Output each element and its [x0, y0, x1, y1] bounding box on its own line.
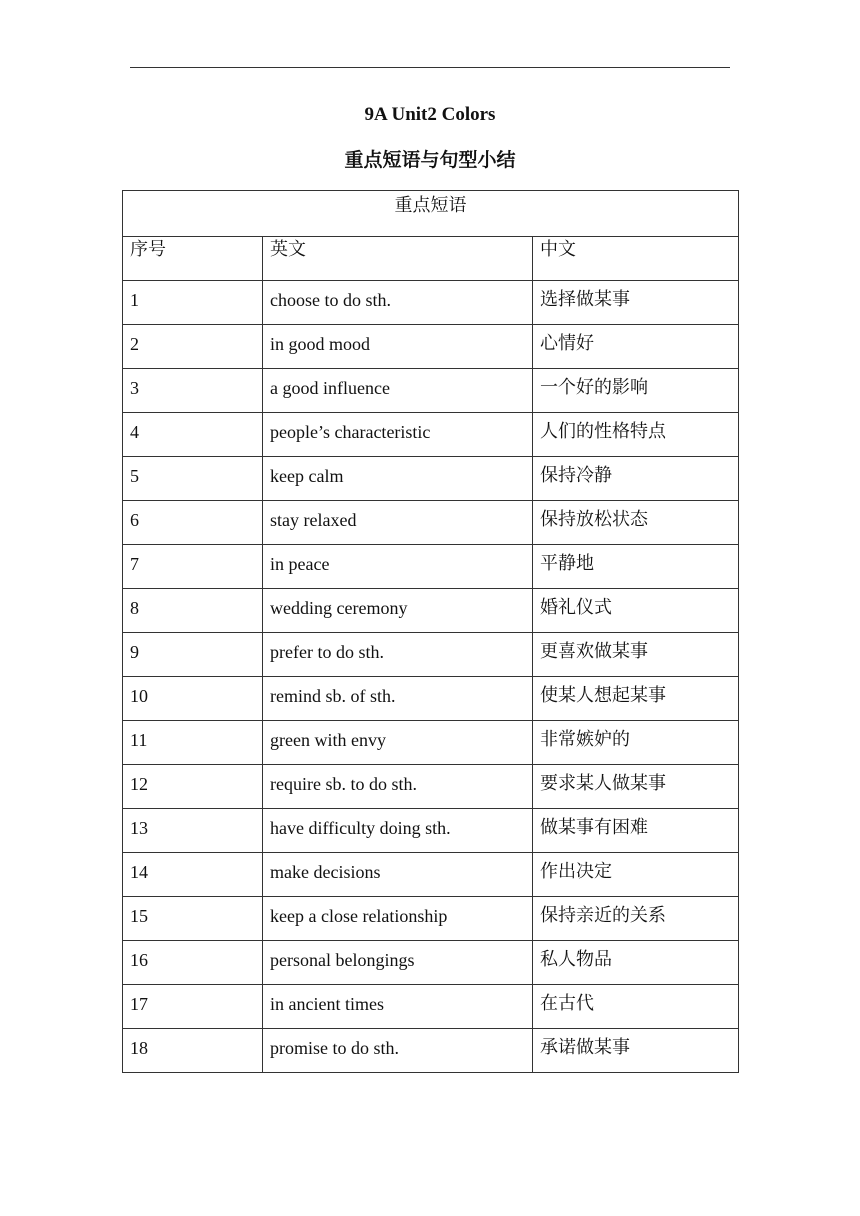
table-row — [123, 985, 739, 1029]
table-header-row — [123, 237, 739, 281]
row-chinese-cell: 保持冷静 — [533, 457, 739, 501]
row-number-cell: 6 — [123, 501, 263, 545]
row-chinese-cell: 心情好 — [533, 325, 739, 369]
row-chinese-cell: 一个好的影响 — [533, 369, 739, 413]
row-chinese-cell: 私人物品 — [533, 941, 739, 985]
column-header-english: 英文 — [263, 237, 533, 281]
table-caption: 重点短语 — [123, 191, 739, 237]
row-chinese-cell: 选择做某事 — [533, 281, 739, 325]
table-row — [123, 941, 739, 985]
table-row — [123, 589, 739, 633]
table-row — [123, 413, 739, 457]
header-rule — [130, 67, 730, 68]
phrase-table — [122, 190, 739, 1073]
row-english-cell: keep calm — [263, 457, 533, 501]
row-english-cell: in good mood — [263, 325, 533, 369]
row-number-cell: 14 — [123, 853, 263, 897]
table-row — [123, 369, 739, 413]
table-row — [123, 325, 739, 369]
row-number-cell: 12 — [123, 765, 263, 809]
row-number-cell: 18 — [123, 1029, 263, 1073]
table-row — [123, 765, 739, 809]
row-chinese-cell: 使某人想起某事 — [533, 677, 739, 721]
table-caption-row — [123, 191, 739, 237]
row-chinese-cell: 做某事有困难 — [533, 809, 739, 853]
row-number-cell: 1 — [123, 281, 263, 325]
row-chinese-cell: 承诺做某事 — [533, 1029, 739, 1073]
row-chinese-cell: 更喜欢做某事 — [533, 633, 739, 677]
row-chinese-cell: 在古代 — [533, 985, 739, 1029]
row-english-cell: make decisions — [263, 853, 533, 897]
row-english-cell: stay relaxed — [263, 501, 533, 545]
row-number-cell: 2 — [123, 325, 263, 369]
row-number-cell: 16 — [123, 941, 263, 985]
row-english-cell: in ancient times — [263, 985, 533, 1029]
document-subtitle: 重点短语与句型小结 — [344, 149, 516, 171]
row-chinese-cell: 平静地 — [533, 545, 739, 589]
row-english-cell: a good influence — [263, 369, 533, 413]
row-english-cell: green with envy — [263, 721, 533, 765]
row-english-cell: prefer to do sth. — [263, 633, 533, 677]
row-number-cell: 4 — [123, 413, 263, 457]
row-chinese-cell: 要求某人做某事 — [533, 765, 739, 809]
table-row — [123, 633, 739, 677]
row-english-cell: promise to do sth. — [263, 1029, 533, 1073]
row-number-cell: 3 — [123, 369, 263, 413]
row-number-cell: 13 — [123, 809, 263, 853]
row-number-cell: 8 — [123, 589, 263, 633]
table-row — [123, 897, 739, 941]
row-number-cell: 5 — [123, 457, 263, 501]
table-row — [123, 677, 739, 721]
table-row — [123, 721, 739, 765]
row-english-cell: remind sb. of sth. — [263, 677, 533, 721]
row-chinese-cell: 保持放松状态 — [533, 501, 739, 545]
table-row — [123, 281, 739, 325]
row-chinese-cell: 婚礼仪式 — [533, 589, 739, 633]
row-number-cell: 15 — [123, 897, 263, 941]
row-number-cell: 9 — [123, 633, 263, 677]
row-english-cell: in peace — [263, 545, 533, 589]
row-english-cell: personal belongings — [263, 941, 533, 985]
table-row — [123, 457, 739, 501]
row-english-cell: choose to do sth. — [263, 281, 533, 325]
row-chinese-cell: 人们的性格特点 — [533, 413, 739, 457]
row-english-cell: wedding ceremony — [263, 589, 533, 633]
row-english-cell: require sb. to do sth. — [263, 765, 533, 809]
table-row — [123, 545, 739, 589]
row-number-cell: 7 — [123, 545, 263, 589]
row-chinese-cell: 非常嫉妒的 — [533, 721, 739, 765]
column-header-chinese: 中文 — [533, 237, 739, 281]
row-number-cell: 10 — [123, 677, 263, 721]
row-english-cell: people’s characteristic — [263, 413, 533, 457]
table-row — [123, 501, 739, 545]
table-row — [123, 853, 739, 897]
row-english-cell: keep a close relationship — [263, 897, 533, 941]
column-header-number: 序号 — [123, 237, 263, 281]
row-number-cell: 17 — [123, 985, 263, 1029]
table-row — [123, 1029, 739, 1073]
row-number-cell: 11 — [123, 721, 263, 765]
table-row — [123, 809, 739, 853]
row-english-cell: have difficulty doing sth. — [263, 809, 533, 853]
document-title: 9A Unit2 Colors — [364, 104, 496, 125]
row-chinese-cell: 保持亲近的关系 — [533, 897, 739, 941]
row-chinese-cell: 作出决定 — [533, 853, 739, 897]
